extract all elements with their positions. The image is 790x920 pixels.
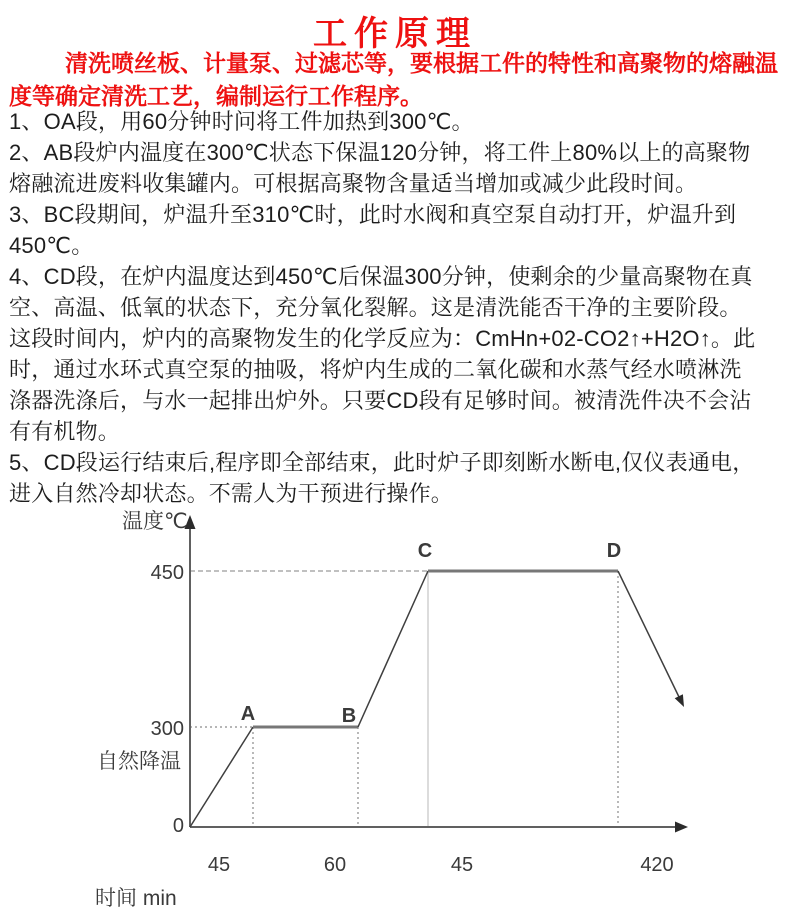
y-tick-0: 0 — [172, 815, 184, 837]
x-axis-label: 时间 min — [95, 887, 177, 910]
body-line: 2、AB段炉内温度在300℃状态下保温120分钟，将工件上80%以上的高聚物 — [9, 140, 751, 165]
y-tick-300: 300 — [150, 718, 184, 740]
x-tick-1: 45 — [207, 854, 231, 876]
body-line: 时，通过水环式真空泵的抽吸，将炉内生成的二氧化碳和水蒸气经水喷淋洗 — [9, 357, 742, 382]
body-line: 空、高温、低氧的状态下，充分氧化裂解。这是清洗能否干净的主要阶段。 — [9, 295, 742, 320]
x-tick-4: 420 — [640, 854, 674, 876]
cooling-arrow-icon — [675, 694, 684, 707]
curve-segment-cooling — [618, 571, 679, 697]
body-line: 1、OA段，用60分钟时问将工件加热到300℃。 — [9, 109, 474, 134]
body-line: 进入自然冷却状态。不需人为干预进行操作。 — [9, 481, 454, 506]
body-line: 5、CD段运行结束后,程序即全部结束，此时炉子即刻断水断电,仅仪表通电， — [9, 450, 755, 475]
intro-line: 度等确定清洗工艺，编制运行工作程序。 — [9, 83, 423, 109]
body-line: 4、CD段，在炉内温度达到450℃后保温300分钟，使剩余的少量高聚物在真 — [9, 264, 753, 289]
point-label-C: C — [417, 540, 433, 562]
annotation-natural-cooling: 自然降温 — [97, 750, 181, 773]
intro-line: 清洗喷丝板、计量泵、过滤芯等，要根据工件的特性和高聚物的熔融温 — [65, 50, 778, 76]
body-line: 450℃。 — [9, 233, 94, 258]
intro-paragraph — [9, 47, 783, 113]
x-axis-arrow-icon — [675, 822, 688, 833]
body-line: 涤器洗涤后，与水一起排出炉外。只要CD段有足够时间。被清洗件决不会沾 — [9, 388, 752, 413]
point-label-D: D — [606, 540, 622, 562]
body-paragraphs — [9, 106, 783, 509]
body-line: 这段时间内，炉内的高聚物发生的化学反应为：CmHn+02-CO2↑+H2O↑。此 — [9, 326, 756, 351]
temperature-time-chart — [0, 505, 790, 920]
body-line: 熔融流进废料收集罐内。可根据高聚物含量适当增加或减少此段时间。 — [9, 171, 698, 196]
body-line: 有有机物。 — [9, 419, 121, 444]
body-line: 3、BC段期间，炉温升至310℃时，此时水阀和真空泵自动打开，炉温升到 — [9, 202, 737, 227]
y-axis-label: 温度℃ — [122, 510, 188, 533]
point-label-A: A — [240, 703, 256, 725]
point-label-B: B — [341, 705, 357, 727]
x-tick-2: 60 — [323, 854, 347, 876]
page-title: 工作原理 — [313, 15, 477, 53]
curve-segment-OA — [190, 727, 253, 827]
y-tick-450: 450 — [150, 562, 184, 584]
x-tick-3: 45 — [450, 854, 474, 876]
curve-segment-BC — [358, 571, 428, 727]
